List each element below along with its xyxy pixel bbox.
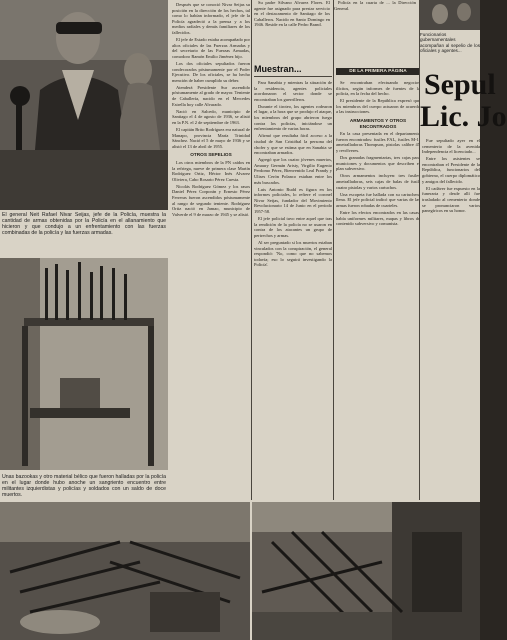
column-top-right: [334, 0, 416, 24]
caption-general: El general Neit Rafael Nivar Seijas, jefe de la Policía, muestra la cantidad de armas obtenidas por la Policía en el allanamiento que hicieron y que condujo a un enfrentamiento con las fuerzas combinadas de la policía y las fuerzas armadas.: [2, 212, 166, 237]
photo-weapons-illustration: [0, 258, 168, 470]
column-far-right: [422, 138, 480, 502]
para-top-right: Policía en la cuarta de ... la Dirección General.: [334, 0, 416, 11]
para-m6: El jefe policial tuvo entre aquel que tras la rendición de la policía no se usaron en contra de los atacantes un grupo de pertrechos y armas.: [254, 216, 332, 238]
photo-general-illustration: [0, 0, 168, 210]
photo-general-press-conference: [0, 0, 168, 210]
photo-rifles-illustration: [0, 502, 250, 640]
column-center-top: [172, 2, 250, 500]
para-c6: El capitán Brito Rodríguez era natural de Manapo, provincia María Trinidad Sánchez. Nació el 5 de mayo de 1936 y se alistó el 13 de abril de 1955.: [172, 126, 250, 149]
para-m7: Al ser preguntado si los muertos estaban vinculados con la conspiración, el general respondió: 'No, como que no sabemos todavía; eso lo seguirá investigando la Policía'.: [254, 240, 332, 268]
photo-weapons-bottom-right: [252, 502, 480, 640]
para-fr3: El cadáver fue expuesto en la funeraria y desde allí fue trasladado al cementerio donde se pronunciaron varios panegíricos en su honor.: [422, 185, 480, 214]
para-r5: Otros armamentos incluyen: tres fusiles ametralladoras, seis cajas de balas de fusil, cuatro pistolas y varios cartuchos.: [336, 173, 420, 190]
para-c2: El jefe de Estado estaba acompañado por altos oficiales de las Fuerzas Armadas y del secretario de las Fuerzas Armadas, comodoro Ramón Emilio Jiménez hijo.: [172, 37, 250, 59]
photo-rifles-bottom-left: [0, 502, 250, 640]
column-right: [336, 80, 420, 498]
rule-vertical-1: [251, 0, 252, 500]
para-top-mid: Su padre Silvano Alvarez Flores. El agente fue asignado para prestar servicio en el destacamento de Santiago de los Caballeros. Nacido en Santo Domingo en 1946. Reside en la calle Pedro Brand.: [254, 0, 330, 28]
caption-funcionarios: Funcionarios gubernamentales acompañan al sepelio de los oficiales y agentes...: [420, 32, 480, 54]
para-r7: Entre los efectos encontrados en las casas, había uniformes militares, mapas y libros de contenido subversivo y comunista.: [336, 209, 420, 227]
para-m1: Para Sanabia y mientras la situación de la residencia, agentes policiales acordonaron el sector donde se encontraban los guerrilleros.: [254, 80, 332, 102]
para-r6: Una escopeta fue hallada con su cartuchera llena. El jefe policial indicó que varias de las armas fueron robadas de cuarteles.: [336, 191, 420, 208]
photo-weapons-bottom-right-illustration: [252, 502, 480, 640]
para-c7: Los otros miembros de la PN caídos en la refriega, nueve de primera clase Martín Rodríguez Ortiz, Héctor Inés Alvarez Oliviera, Cabo Rosario Pérez Cuesta.: [172, 159, 250, 182]
rule-mid: [254, 76, 332, 77]
photo-top-far-right: [420, 0, 480, 30]
subhead-armamentos: ARMAMENTOS Y OTROS ENCONTRADOS: [349, 118, 407, 129]
para-c1: Después que se conoció Nivar Seijas su posición en la dirección de los hechos, tal como lo habían informado, el jefe de la Policía agradeció a la prensa y a los medios radiales y demás familiares de los fallecidos.: [172, 2, 250, 35]
headline-lic-jo: Lic. Jo: [420, 100, 507, 133]
rule-vertical-3: [419, 0, 420, 500]
column-top-mid: [254, 0, 330, 50]
para-fr2: Entre los asistentes se encontraban el Presidente de la República, funcionarios del gobierno, el cuerpo diplomático y amigos del fallecido.: [422, 156, 480, 184]
subhead-otros-sepelios: OTROS SEPELIOS: [190, 152, 232, 158]
headline-muestran: Muestran...: [254, 64, 302, 74]
rule-vertical-2: [333, 0, 334, 500]
para-m5: Luis Antonio Rudd es figura en los informes policiales, lo refiere el coronel Nivar Seijas, fundador del Movimiento Revolucionario 14 de Junio en el período 1957-58.: [254, 186, 332, 215]
para-m3: Afirmó que resultaba fácil acceso a la ciudad de San Cristóbal la persona del chofer y que se estima que en Sanabia se encontraban armados.: [254, 133, 332, 156]
column-middle: [254, 80, 332, 498]
photo-weapons-table: [0, 258, 168, 470]
para-c3: Los dos oficiales sepultados fueron condecorados póstumamente por el Poder Ejecutivo. De los oficiales, se ha hecho mención de haber cumplido su deber.: [172, 60, 250, 83]
para-r3: En la casa presentada en el departamento fueron encontrados: fusiles FAL, fusiles M-1, ametralladoras Thompson, pistolas calibre 45 y revólveres.: [336, 131, 420, 154]
headline-sepultan: Sepul: [424, 68, 496, 101]
photo-top-far-right-illustration: [420, 0, 480, 30]
para-m4: Agregó que los cuatro jóvenes muertos, Amaury Germán Aristy, Virgilio Eugenio Perdomo Pérez, Bienvenido Leal Prandy y Ulises Cerón Polanco estaban entre los más buscados.: [254, 157, 332, 185]
para-c8: Nicolás Rodríguez Gómez y los rasos Daniel Pérez Corporán y Ernesto Pérez Ferreras fueron ascendidos póstumamente al rango de segundo teniente. Rodríguez Ortiz nació en Jamao, municipio de Valverde el 9 de marzo de 1945 y se alistó.: [172, 183, 250, 217]
para-r2: El presidente de la República expresó que los miembros del cuerpo actuaron de acuerdo a las instrucciones.: [336, 98, 420, 115]
para-c4: Atenderá Presidente Sur ascendido póstumamente al grado de mayor. Teniente de Caballería, nacido en el Mercedes Estrella hoy calle Alvarado.: [172, 84, 250, 107]
caption-weapons: Unas bazookas y otro material bélico que fueron halladas por la policía en el lugar donde hubo anoche un sangriento encuentro entre militantes izquierdistas y policías y soldados con un saldo de doce muertos.: [2, 474, 166, 499]
para-r4: Dos granadas fragmentarias, tres cajas para municiones y documentos que describen el plan subversivo.: [336, 155, 420, 172]
continued-from-page-one-bar: DE LA PRIMERA PÁGINA: [336, 68, 420, 75]
para-r1: Se encontraban efectuando negocios ilícitos, según informes de fuentes de la policía, en la fecha del hecho.: [336, 80, 420, 97]
para-m2: Durante el tiroteo, los agentes rodearon el lugar, a la hora que se produjo el ataque, los miembros del grupo abrieron fuego contra los policías, iniciándose un enfrentamiento de varias horas.: [254, 103, 332, 132]
para-fr1: Fue sepultado ayer en el cementerio de la avenida Independencia el licenciado...: [422, 138, 480, 155]
para-c5: Nació en Salcedo, municipio de Santiago el 4 de agosto de 1936, se alistó en la P.N. el 2 de septiembre de 1963.: [172, 108, 250, 125]
